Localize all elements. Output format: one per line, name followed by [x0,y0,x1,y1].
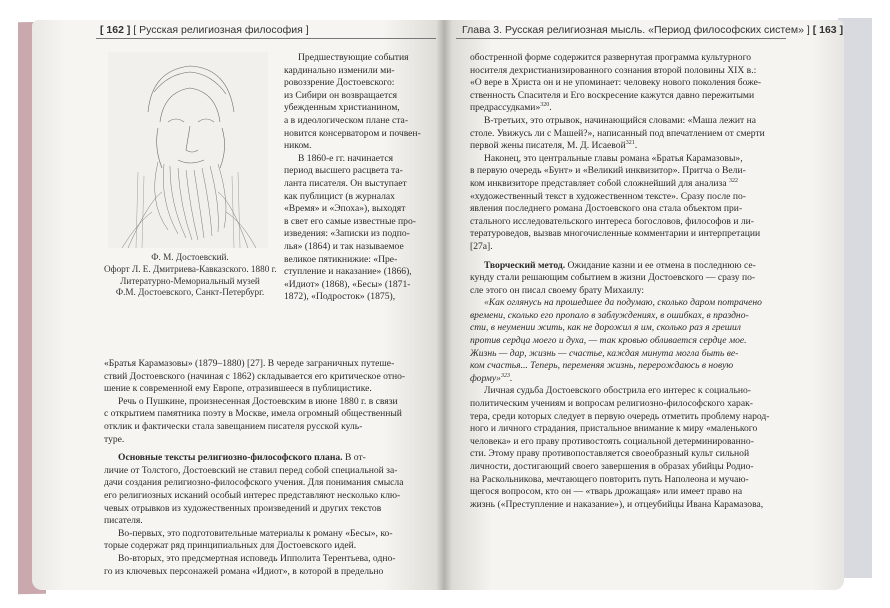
right-page-number: [ 163 ] [812,24,844,36]
text-line: Наконец, это центральные главы романа «Братья Карамазовы», [484,152,743,164]
text-line: [27а]. [470,240,493,252]
text-line: тературоведов, вызвав многочисленные комментарии и интерпретации [470,228,761,240]
text-line: личности, достигающий своего завершения в образах убийцы Родио- [470,461,754,472]
text-line: в свет его самые известные про- [284,215,416,227]
text-line: Во-первых, это подготовительные материалы к роману «Бесы», ко- [118,527,393,539]
quote-line: против сердца моего и духа, — так кровью обливается сердце мое. [470,335,747,347]
right-header-rule [456,38,786,39]
footnote-ref: 322 [728,177,738,184]
text-line: убежденным христианином, [284,102,400,114]
text-line: сти. Этому праву противопоставляется своеобразный культ сильной [470,448,750,460]
quote-line: Жизнь — дар, жизнь — счастье, каждая минута могла быть ве- [470,347,739,359]
quote-line: «Как оглянусь на прошедшее да подумаю, сколько даром потрачено [484,297,762,309]
text-line: в первую очередь «Бунт» и «Великий инквизитор». Притча о Вели- [470,165,746,177]
text-line: «Братья Карамазовы» (1879–1880) [27]. В череде заграничных путеше- [104,358,395,369]
dostoevsky-portrait [108,52,268,248]
left-full-column [104,358,440,578]
text-line [470,178,798,191]
right-running-title: Глава 3. Русская религиозная мысль. «Период философских систем» ] [462,24,810,36]
text-line: го из ключевых персонажей романа «Идиот», в которой в предельно [104,565,384,577]
text-line: Основные тексты религиозно-философского плана. В от- [118,452,366,464]
text-line: отклик и фактически стала завещанием писателя русской куль- [104,420,363,432]
text-line: предрассудками»$^{320}$. [470,102,552,114]
text-line: период высшего расцвета та- [284,165,403,177]
text-line: тера, среди которых следует в первую очередь отметить проблему народ- [470,410,770,422]
text-line: Во-вторых, это предсмертная исповедь Ипполита Терентьева, одно- [118,552,396,564]
text-line: туре. [104,433,125,445]
book-gutter [436,20,452,590]
text-line: первой жены писателя, М. Д. Исаевой$^{321}$. [470,140,638,152]
caption-line: Офорт Л. Е. Дмитриева-Кавказского. 1880 г. [104,263,277,274]
right-running-head [462,24,843,36]
text-line: ственность Спасителя и Его воскресение кажутся давно пережитыми [470,89,755,101]
text-line: чевых отрывков из художественных произведений и других текстов [104,502,382,514]
text-line: Личная судьба Достоевского обострила его интерес к социально- [484,385,751,397]
text-line: лья» (1864) и так называемое [284,240,404,252]
text-line: великое пятикнижие: «Пре- [284,253,398,265]
text-line: щегося вопросом, кто он — «тварь дрожащая» или имеет право на [470,486,743,498]
quote-line: времени, сколько его пропало в заблуждениях, в ошибках, в праздно- [470,309,749,321]
right-column [470,52,798,511]
text-line: «О вере в Христа он и не упоминает: человеку нового поколения боже- [470,77,762,89]
quote-line: ком счастья... Теперь, переменяя жизнь, перерождаюсь в новую [470,360,734,372]
text-line: ного и личного страдания, пристальное внимание к миру «маленького [470,423,758,435]
text-fragment: предрассудками» [470,102,541,114]
left-header-rule [96,38,436,39]
text-fragment: форму» [470,372,501,384]
text-line: политическим учениям и вопросам религиозно-философского харак- [470,398,753,410]
text-line: как публицист (в журналах [284,190,395,202]
text-line: В-третьих, это отрывок, начинающийся словами: «Маша лежит на [484,114,757,126]
footnote-ref: 323 [500,372,510,379]
text-line: а в идеологическом плане ста- [284,114,409,126]
text-line: ланта писателя. Он выступает [284,177,407,189]
text-line: писателя. [104,515,143,527]
text-line: ровоззрение Достоевского: [284,77,395,89]
text-line: сле этого он писал своему брату Михаилу: [470,284,645,296]
section-heading: Творческий метод. [484,259,566,271]
text-line: изведения: «Записки из подпо- [284,228,410,240]
text-line: явления последнего романа Достоевского она стала объектом при- [470,203,743,215]
text-line: ступление и наказание» (1866), [284,266,412,278]
section-heading: Основные тексты религиозно-философского плана. [118,452,343,464]
text-line: «Идиот» (1868), «Бесы» (1871- [284,278,411,290]
text-line: на Раскольникова, мечтающего повторить путь Наполеона и мучаю- [470,473,749,485]
text-line: с открытием памятника поэту в Москве, имела огромный общественный [104,408,402,420]
quote-line: форму»$^{323}$. [470,372,513,384]
text-line: «Время» и «Эпоха»), выходят [284,203,406,215]
caption-line: Ф. М. Достоевский. [151,252,229,262]
portrait-caption [104,252,276,299]
text-line: кардинально изменили ми- [284,64,395,76]
text-line: шение к современной ему Европе, отразившееся в публицистике. [104,383,372,395]
text-fragment: ком инквизиторе представляет собой сложнейший для анализа [470,177,727,189]
caption-line: Ф.М. Достоевского, Санкт-Петербург. [115,287,265,298]
text-line: человека» и его праву противостоять социальной детерминированно- [470,435,754,447]
text-line: дачи создания религиозно-философского учения. Для понимания смысла [104,477,404,489]
left-page-number: [ 162 ] [100,24,131,36]
text-fragment: первой жены писателя, М. Д. Исаевой [470,140,626,152]
text-line: Предшествующие события [298,52,409,63]
text-line: столе. Увижусь ли с Машей?», написанный под впечатлением от смерти [470,127,765,139]
text-line: 1872), «Подросток» (1875), [284,291,396,303]
text-line: стального исследовательского интереса богословов, философов и ли- [470,215,754,227]
text-line: Творческий метод. Ожидание казни и ее отмена в последнюю се- [484,259,756,271]
text-line: носителя дехристианизированного сознания второй половины XIX в.: [470,64,757,76]
text-line: обостренной форме содержится развернутая программа культурного [470,52,752,63]
text-line: Речь о Пушкине, произнесенная Достоевским в июне 1880 г. в связи [118,395,398,407]
caption-line: Литературно-Мемориальный музей [120,275,260,286]
text-line: «художественный текст в художественном тексте». Сразу после по- [470,190,746,202]
text-line: торые содержат ряд принципиальных для Достоевского идей. [104,540,357,552]
text-line: кунду стали решающим событием в жизни Достоевского — сразу по- [470,272,756,284]
left-narrow-column [284,52,440,304]
left-running-head [100,24,309,36]
text-line: ствий Достоевского (начиная с 1862) складывается его критическое отно- [104,370,406,382]
text-line: его религиозных исканий особый интерес представляют несколько клю- [104,489,401,501]
left-running-title: [ Русская религиозная философия ] [133,24,309,36]
text-line: новится консерватором и почвен- [284,127,421,139]
text-line: из Сибири он возвращается [284,89,398,101]
footnote-ref: 320 [540,102,550,109]
text-line: жизнь («Преступление и наказание»), и отцеубийцы Ивана Карамазова, [470,498,764,510]
text-line: В 1860-е гг. начинается [298,152,394,164]
text-line: ником. [284,140,312,152]
text-line: личие от Толстого, Достоевский не ставил перед собой специальной за- [104,464,398,476]
footnote-ref: 321 [625,140,635,146]
quote-line: сти, в неумении жить, как не дорожил я им, сколько раз я грешил [470,322,741,334]
